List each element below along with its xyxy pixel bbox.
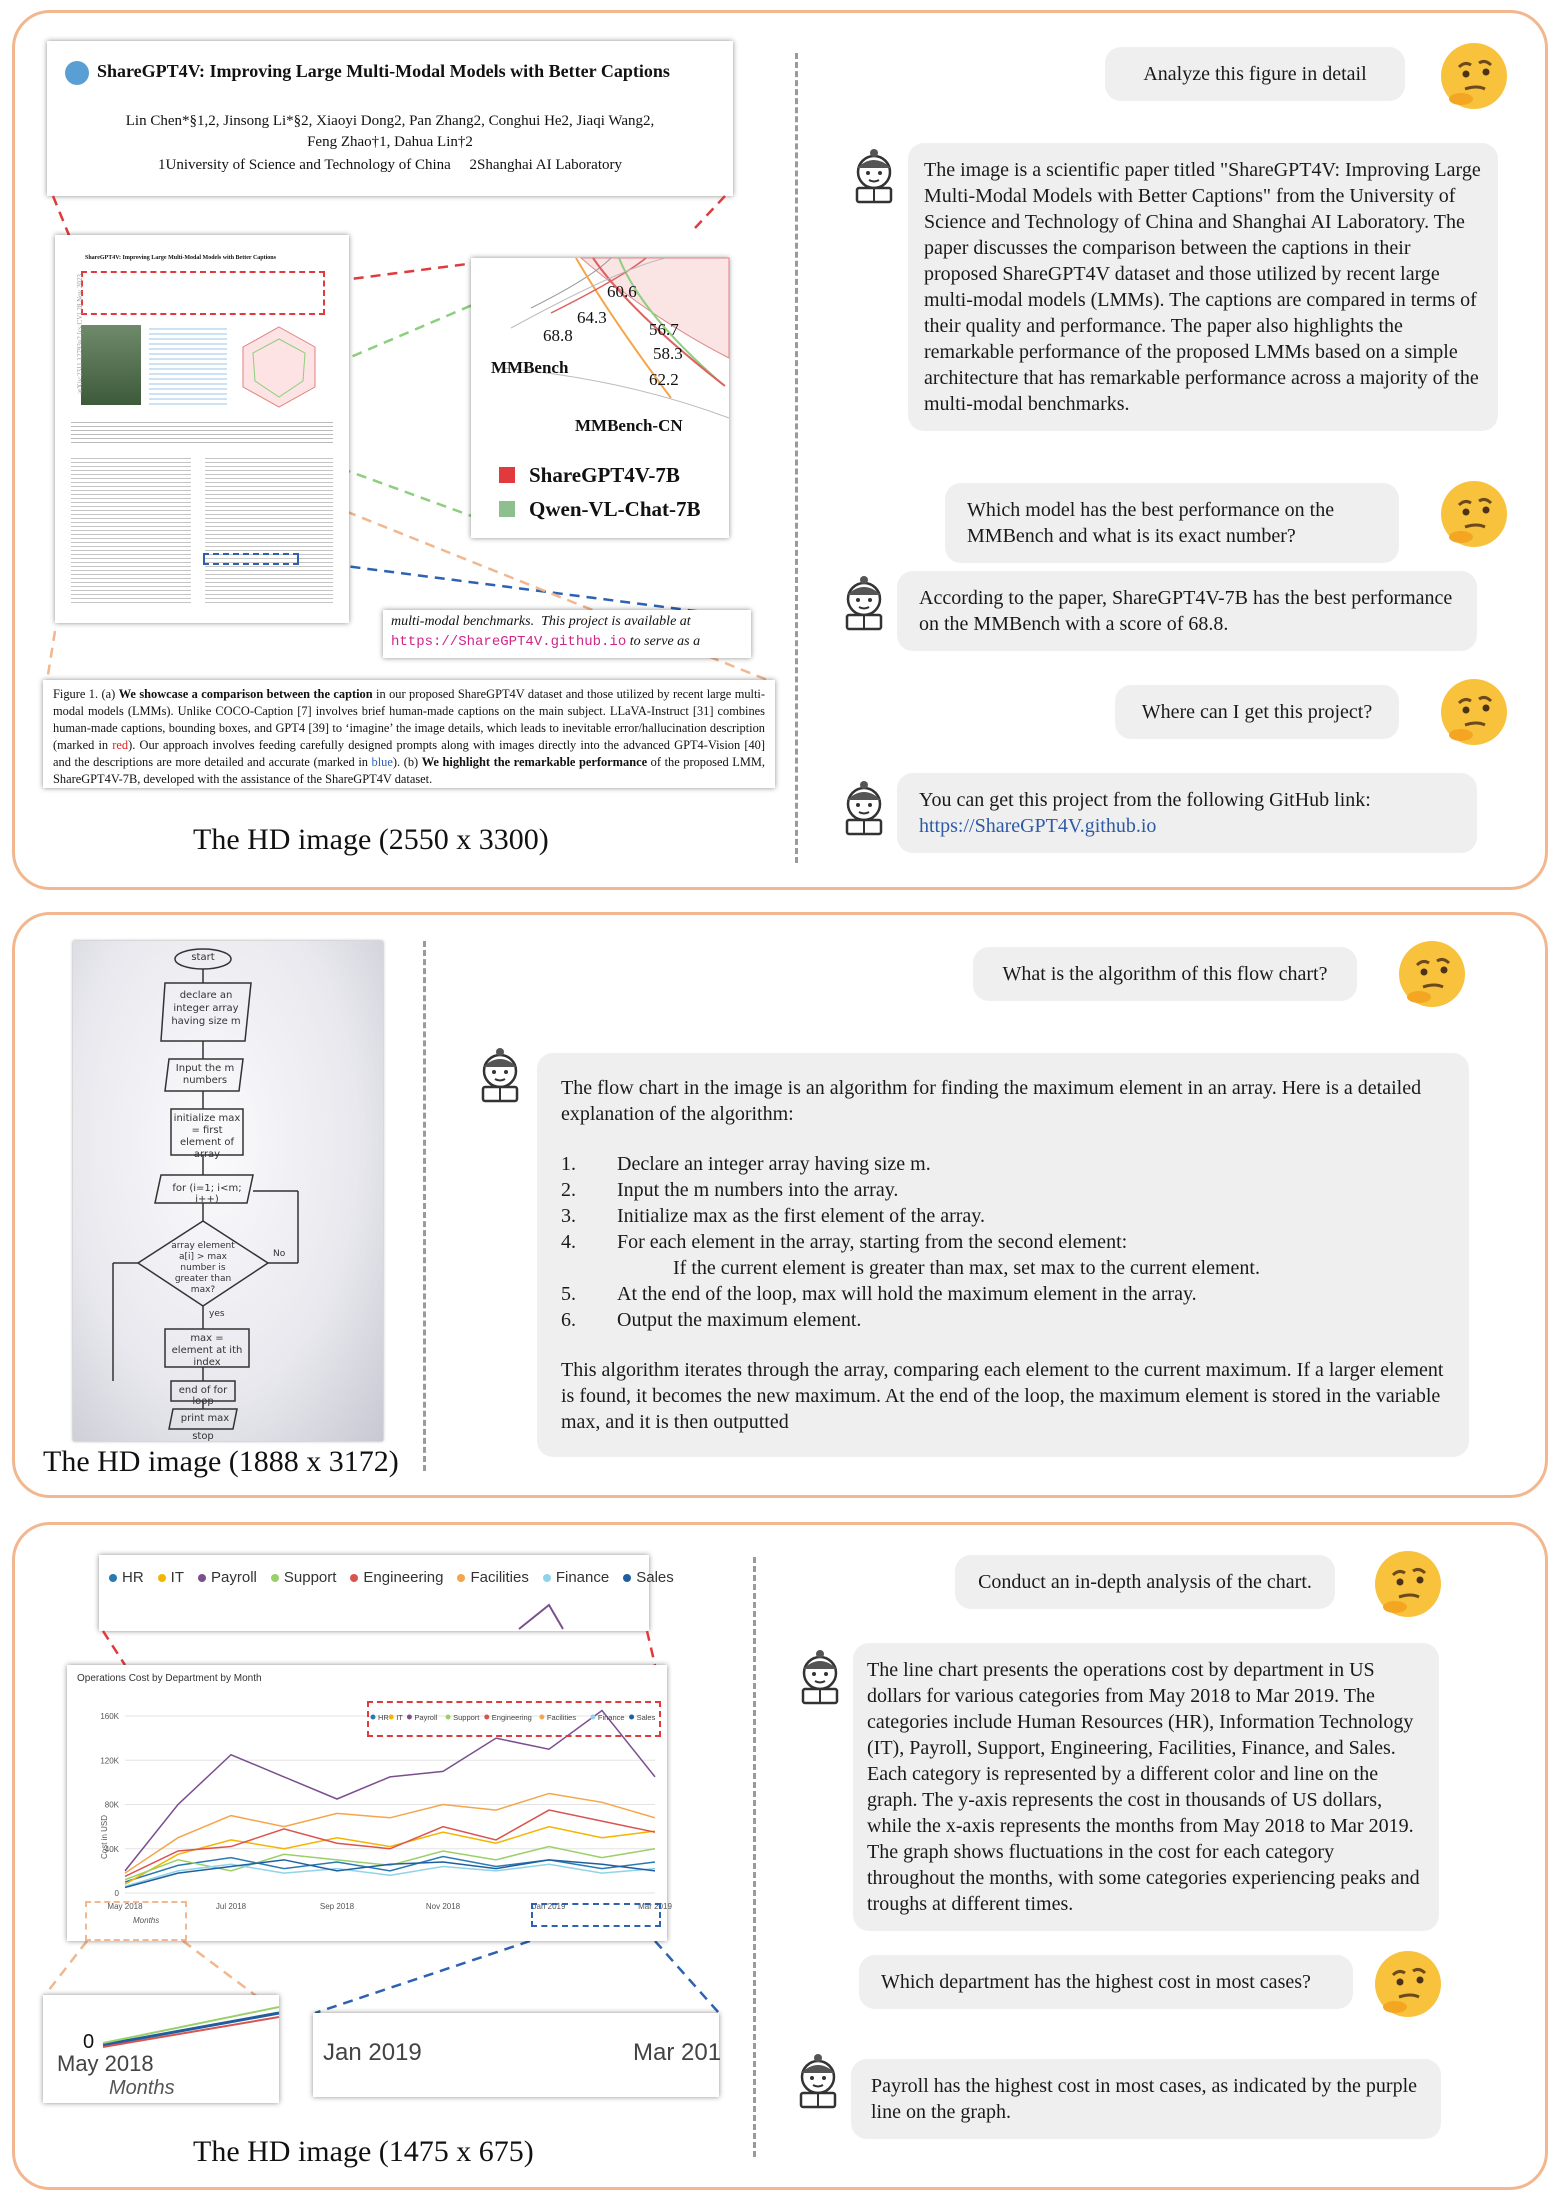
flow-node-stop: stop [192, 1431, 214, 1442]
chart-title: Operations Cost by Department by Month [77, 1673, 262, 1684]
thinking-face-icon [1439, 677, 1509, 747]
chart-legend-label: Sales [636, 1713, 656, 1722]
thumbnail-arxiv-id: arXiv:2311.12793v2 [cs.CV] 28 Nov 2023 [76, 274, 84, 394]
x-start-highlight-box [85, 1901, 187, 1941]
x-tick-label: Mar 2019 [638, 1902, 672, 1911]
user-question: Which model has the best performance on the MMBench and what is its exact number? [945, 483, 1399, 563]
step-subitem: If the current element is greater than max, set max to the current element. [673, 1257, 1260, 1279]
paper-authors-line2: Feng Zhao†1, Dahua Lin†2 [307, 134, 473, 150]
chart-legend-label: Engineering [491, 1713, 532, 1722]
caption-text: of the proposed LMM, ShareGPT4V-7B, developed with the assistance of the ShareGPT4V dataset. [53, 755, 765, 786]
thumbnail-title: ShareGPT4V: Improving Large Multi-Modal Models with Better Captions [85, 255, 276, 261]
radar-zoom-plot [471, 258, 729, 438]
legend-label: Payroll [211, 1569, 257, 1586]
snippet-tail: to serve as a [629, 634, 701, 649]
user-question: Where can I get this project? [1115, 685, 1399, 739]
thinking-face-icon [1439, 41, 1509, 111]
chart-legend-label: HR [378, 1713, 389, 1722]
x-axis-label: Months [133, 1916, 160, 1925]
radar-axis-label: MMBench-CN [575, 416, 683, 435]
caption-bold: We highlight the remarkable performance [421, 755, 648, 769]
caption-text: Figure 1. (a) [53, 687, 119, 701]
flow-node-print: print max [180, 1413, 230, 1424]
x-tick-label: Jul 2018 [215, 1902, 247, 1911]
paper-thumbnail [55, 235, 349, 623]
radar-axis-label: MMBench [491, 358, 569, 377]
assistant-avatar-icon [843, 146, 905, 208]
chart-legend-label: IT [396, 1713, 403, 1722]
url-snippet-zoom [383, 610, 751, 658]
image-size-caption: The HD image (1475 x 675) [193, 2135, 534, 2168]
y-tick-label: 0 [114, 1889, 119, 1898]
thumbnail-caption-text [71, 419, 333, 443]
flow-node-condition: array element a[i] > max number is greater than max? [171, 1241, 235, 1295]
radar-zoom [471, 258, 729, 538]
legend-highlight-box [367, 1701, 661, 1737]
user-question: Analyze this figure in detail [1105, 47, 1405, 101]
example-panel-chart [12, 1522, 1548, 2190]
caption-text: ). Our approach involves feeding carefully designed prompts along with images directly into the advanced GPT4-Vision [40] and the descriptions are more detailed and accurate (marked in [53, 738, 765, 769]
assistant-avatar-icon [833, 778, 895, 840]
legend-label: ShareGPT4V-7B [529, 462, 680, 487]
line-chart [67, 1665, 672, 1941]
answer-outro: This algorithm iterates through the array, comparing each element to the current maximum. If a larger element is found, it becomes the new maximum. At the end of the loop, the maximum element is stored in the variable max, and it is then outputted [561, 1359, 1444, 1433]
caption-bold: We showcase a comparison between the caption [118, 687, 373, 701]
chart-legend-label: Facilities [546, 1713, 577, 1722]
thumbnail-photo [81, 325, 141, 405]
thinking-face-icon [1373, 1949, 1443, 2019]
axis-zoom-label: Months [109, 2077, 175, 2099]
chart-legend-label: Payroll [414, 1713, 438, 1722]
legend-swatch-green [499, 501, 515, 517]
thumbnail-highlight-box [81, 271, 325, 315]
radar-value: 58.3 [653, 344, 683, 363]
figure-caption-zoom [43, 680, 775, 788]
answer-text: You can get this project from the following GitHub link: [919, 789, 1371, 811]
step-item: 1. Declare an integer array having size m. [561, 1153, 931, 1175]
legend-label: Sales [636, 1569, 674, 1586]
flow-node-declare: declare an integer array having size m [171, 990, 241, 1027]
panel-divider [795, 53, 798, 863]
y-axis-label: Cost in USD [100, 1814, 109, 1859]
flow-node-start: start [191, 952, 215, 963]
y-tick-label: 160K [100, 1712, 119, 1722]
legend-label: Finance [555, 1569, 610, 1586]
snippet-url[interactable]: https://ShareGPT4V.github.io [391, 634, 627, 650]
panel-divider [423, 941, 426, 1471]
series-line-finance [125, 1864, 655, 1886]
user-question: Which department has the highest cost in most cases? [859, 1955, 1353, 2009]
assistant-answer: According to the paper, ShareGPT4V-7B has the best performance on the MMBench with a score of 68.8. [897, 571, 1477, 651]
thumbnail-column-left [71, 455, 191, 605]
assistant-answer [537, 1053, 1469, 1457]
flowchart-photo [73, 941, 383, 1441]
x-tick-label: Nov 2018 [425, 1902, 461, 1911]
example-panel-flowchart [12, 912, 1548, 1498]
flow-node-input: Input the m numbers [175, 1063, 235, 1086]
y-tick-label: 120K [100, 1756, 119, 1766]
flow-node-endloop: end of for loop [178, 1385, 228, 1407]
chart-legend-label: Finance [597, 1713, 625, 1722]
legend-label: HR [122, 1569, 144, 1586]
assistant-avatar-icon [833, 573, 895, 635]
axis-zoom-month: Jan 2019 [323, 2039, 422, 2066]
github-link[interactable]: https://ShareGPT4V.github.io [919, 815, 1157, 837]
caption-red-word: red [112, 738, 129, 752]
paper-title: ShareGPT4V: Improving Large Multi-Modal Models with Better Captions [97, 61, 670, 81]
legend-label: IT [170, 1569, 185, 1586]
step-item: 3. Initialize max as the first element of the array. [561, 1205, 985, 1227]
radar-value: 64.3 [577, 308, 607, 327]
y-tick-label: 80K [104, 1800, 119, 1810]
answer-intro: The flow chart in the image is an algorithm for finding the maximum element in an array. Here is a detailed explanation of the algorithm: [561, 1077, 1422, 1125]
radar-legend [499, 458, 701, 526]
legend-label: Qwen-VL-Chat-7B [529, 496, 701, 521]
assistant-answer: The image is a scientific paper titled "ShareGPT4V: Improving Large Multi-Modal Models with Better Captions" from the University of Science and Technology of China and Shanghai AI Laboratory. The paper discusses the comparison between the captions in their proposed ShareGPT4V dataset and those utilized by recent large multi-modal models (LMMs). The captions are compared in terms of their quality and performance. The paper also highlights the remarkable performance of the proposed LMMs based on a simple architecture that has remarkable performance across a majority of the multi-modal benchmarks. [908, 143, 1498, 431]
axis-zoom-zero: 0 [83, 2031, 95, 2053]
thinking-face-icon [1373, 1549, 1443, 1619]
snippet-text: multi-modal benchmarks. This project is available at [391, 614, 691, 629]
flow-node-assign: max = element at ith index [171, 1333, 243, 1368]
step-item: 6. Output the maximum element. [561, 1309, 862, 1331]
legend-item [499, 458, 701, 492]
paper-affiliations: 1University of Science and Technology of China 2Shanghai AI Laboratory [158, 157, 622, 173]
flow-label-yes: yes [209, 1309, 225, 1319]
axis-zoom-left-lines [43, 1995, 279, 2055]
x-tick-label: May 2018 [107, 1902, 143, 1911]
assistant-avatar-icon [787, 2051, 849, 2113]
thumbnail-column-right [205, 455, 333, 605]
radar-value: 60.6 [607, 282, 637, 301]
chart-legend-label: Support [453, 1713, 480, 1722]
axis-zoom-month: Mar 201 [633, 2039, 722, 2066]
legend-label: Facilities [470, 1569, 529, 1586]
legend-swatch-red [499, 467, 515, 483]
panel-divider [753, 1557, 756, 2157]
radar-value: 62.2 [649, 370, 679, 389]
flow-node-init: initialize max = first element of array [173, 1113, 241, 1160]
assistant-answer: Payroll has the highest cost in most cases, as indicated by the purple line on the graph. [851, 2059, 1441, 2139]
assistant-avatar-icon [469, 1045, 531, 1107]
image-size-caption: The HD image (1888 x 3172) [43, 1445, 399, 1478]
caption-blue-word: blue [371, 755, 393, 769]
series-line-engineering [125, 1810, 655, 1876]
x-end-highlight-box [531, 1903, 661, 1927]
legend-label: Support [283, 1569, 337, 1586]
axis-zoom-left [43, 1995, 279, 2103]
thumbnail-radar-chart [233, 321, 325, 413]
radar-value: 56.7 [649, 320, 679, 339]
y-tick-label: 40K [104, 1844, 119, 1854]
step-item: 2. Input the m numbers into the array. [561, 1179, 899, 1201]
step-item: 5. At the end of the loop, max will hold the maximum element in the array. [561, 1283, 1197, 1305]
x-tick-label: Jan 2019 [532, 1902, 566, 1911]
user-question: What is the algorithm of this flow chart? [973, 947, 1357, 1001]
user-question: Conduct an in-depth analysis of the chart. [955, 1555, 1335, 1609]
legend-label: Engineering [363, 1569, 444, 1586]
paper-authors-line1: Lin Chen*§1,2, Jinsong Li*§2, Xiaoyi Dong2, Pan Zhang2, Conghui He2, Jiaqi Wang2, [125, 113, 655, 129]
assistant-answer: The line chart presents the operations cost by department in US dollars for various categories from May 2018 to Mar 2019. The categories include Human Resources (HR), Information Technology (IT), Payroll, Support, Engineering, Facilities, Finance, and Sales. Each category is represented by a different color and line on the graph. The y-axis represents the cost in thousands of US dollars, while the x-axis represents the months from May 2018 to Mar 2019. The graph shows fluctuations in the cost for each category throughout the months, with some categories experiencing peaks and troughs at different times. [853, 1643, 1439, 1931]
legend-item [499, 492, 701, 526]
image-size-caption: The HD image (2550 x 3300) [193, 823, 549, 856]
caption-text: ). (b) [392, 755, 422, 769]
thumbnail-text-block [149, 325, 227, 405]
flow-node-loop: for (i=1; i<m; i++) [172, 1183, 242, 1205]
x-tick-label: Sep 2018 [319, 1902, 355, 1911]
flow-label-no: No [273, 1249, 286, 1259]
thumbnail-link-box [203, 553, 299, 565]
caption-text: in our proposed ShareGPT4V dataset and those utilized by recent large multi-modal models (LMMs). Unlike COCO-Caption [7] involves brief human-made captions on the main subject. LLaVA-Instruct [31] combines human-made captions, bounding boxes, and GPT4 [39] to ‘imagine’ the image details, which leads to inevitable error/hallucination description (marked in [53, 687, 765, 752]
assistant-avatar-icon [789, 1647, 851, 1709]
thinking-face-icon [1439, 479, 1509, 549]
axis-zoom-right [313, 2013, 722, 2097]
radar-value: 68.8 [543, 326, 573, 345]
snippet-line2 [391, 634, 700, 650]
example-panel-paper [12, 10, 1548, 890]
assistant-answer [897, 773, 1477, 853]
thinking-face-icon [1397, 939, 1467, 1009]
axis-zoom-month: May 2018 [57, 2051, 154, 2076]
step-item: 4. For each element in the array, starting from the second element: [561, 1231, 1128, 1253]
algorithm-steps [561, 1151, 1445, 1333]
